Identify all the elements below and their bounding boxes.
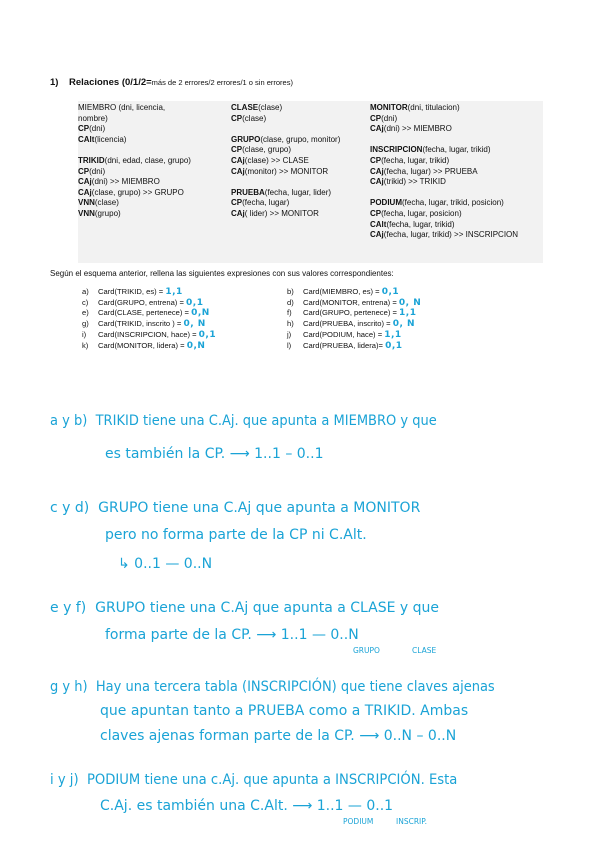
note-cd-line3: ↳ 0..1 — 0..N (118, 556, 213, 572)
exercise-text: Card(TRIKID, inscrito ) = (98, 319, 182, 329)
exercise-text: Card(MIEMBRO, es) = (303, 287, 380, 296)
note-cd-line1 (50, 500, 420, 516)
schema-line: CAj( lider) >> MONITOR (231, 208, 319, 218)
note-ef-sub2: CLASE (412, 646, 437, 655)
schema-line: CP(dni) (78, 166, 106, 176)
schema-line: MIEMBRO (dni, licencia, (78, 103, 166, 112)
exercise-label: g) (82, 319, 89, 329)
exercise-item (287, 319, 415, 330)
note-cd-tag: c y d) (50, 500, 90, 516)
schema-box (78, 101, 543, 263)
schema-line: CAj(fecha, lugar, trikid) >> INSCRIPCION (370, 230, 519, 240)
note-ef-line1 (50, 600, 439, 616)
note-ij-text1: PODIUM tiene una c.Aj. que apunta a INSCRIPCIÓN. Esta (86, 772, 458, 788)
note-gh-text1: Hay una tercera tabla (INSCRIPCIÓN) que tiene claves ajenas (95, 679, 495, 695)
exercise-answer: 0, N (183, 319, 206, 330)
schema-spacer (78, 145, 191, 156)
exercise-answer: 0, N (392, 319, 416, 330)
exercise-answer: 0,1 (381, 287, 400, 297)
exercise-text: Card(PRUEBA, lidera)= (303, 340, 383, 350)
exercise-label: d) (287, 297, 294, 307)
exercise-text: Card(PRUEBA, inscrito) = (303, 319, 391, 329)
exercise-label: f) (287, 308, 292, 318)
exercise-answer: 1,1 (165, 287, 183, 297)
exercise-text: Card(TRIKID, es) = (98, 287, 164, 296)
schema-line: CAj(monitor) >> MONITOR (231, 166, 329, 176)
schema-spacer (370, 188, 518, 199)
exercise-answer: 1,1 (399, 308, 417, 319)
note-ab-line2: es también la CP. ⟶ 1..1 – 0..1 (105, 446, 324, 462)
schema-line: GRUPO(clase, grupo, monitor) (231, 134, 341, 144)
schema-line: CP(fecha, lugar, posicion) (370, 208, 462, 218)
exercise-answer: 0, N (398, 297, 422, 308)
schema-column-3 (370, 103, 518, 241)
schema-line: CP(clase) (231, 113, 267, 123)
note-ij-sub2: INSCRIP. (396, 817, 427, 826)
section-heading (50, 77, 293, 88)
schema-line: PODIUM(fecha, lugar, trikid, posicion) (370, 198, 504, 208)
exercise-label: c) (82, 297, 89, 307)
schema-column-2 (231, 103, 340, 220)
exercise-answer: 0,1 (385, 340, 403, 351)
section-subtitle: más de 2 errores/2 errores/1 o sin errores) (151, 78, 293, 87)
schema-line: CAj(dni) >> MIEMBRO (370, 124, 452, 134)
schema-line: CP(clase, grupo) (231, 145, 292, 155)
note-ij-tag: i y j) (50, 772, 79, 788)
schema-line: CAlt(fecha, lugar, trikid) (370, 219, 455, 229)
exercise-label: b) (287, 287, 294, 296)
note-cd-text1: GRUPO tiene una C.Aj que apunta a MONITOR (98, 500, 421, 516)
exercise-label: l) (287, 340, 292, 350)
exercise-item (82, 287, 183, 298)
schema-line: CAj(dni) >> MIEMBRO (78, 177, 160, 187)
exercise-label: a) (82, 287, 89, 296)
exercise-label: h) (287, 319, 294, 329)
schema-spacer (231, 177, 340, 188)
schema-line: CP(fecha, lugar) (231, 198, 290, 208)
note-gh-line3: claves ajenas forman parte de la CP. ⟶ 0..N – 0..N (100, 728, 457, 744)
schema-line: VNN(grupo) (78, 208, 121, 218)
exercise-answer: 0,N (186, 340, 206, 351)
schema-line: CAlt(licencia) (78, 134, 127, 144)
exercise-text: Card(INSCRIPCION, hace) = (98, 329, 197, 339)
schema-line: CAj(trikid) >> TRIKID (370, 177, 446, 187)
exercise-label: i) (82, 329, 87, 339)
exercise-text: Card(GRUPO, pertenece) = (303, 308, 397, 318)
note-gh-line2: que apuntan tanto a PRUEBA como a TRIKID. Ambas (100, 703, 469, 719)
exercise-item (287, 287, 399, 298)
exercise-label: j) (287, 329, 292, 339)
schema-spacer (370, 135, 518, 146)
schema-line: CP(dni) (370, 113, 398, 123)
exercise-item (82, 298, 203, 309)
schema-line: PRUEBA(fecha, lugar, lider) (231, 187, 332, 197)
schema-line: CAj(clase, grupo) >> GRUPO (78, 187, 184, 197)
exercise-item (82, 319, 206, 330)
exercise-answer: 0,1 (186, 297, 204, 308)
note-gh-tag: g y h) (50, 679, 88, 695)
note-gh-line1 (50, 679, 495, 695)
exercise-answer: 1,1 (384, 329, 402, 340)
schema-spacer (231, 124, 340, 135)
exercise-label: e) (82, 308, 89, 318)
schema-line: CAj(clase) >> CLASE (231, 155, 309, 165)
note-cd-line2: pero no forma parte de la CP ni C.Alt. (105, 527, 367, 543)
note-ab-tag: a y b) (50, 413, 88, 429)
note-ab-line1 (50, 413, 437, 429)
exercise-item (82, 341, 205, 352)
exercise-label: k) (82, 340, 89, 350)
exercise-item (287, 341, 403, 352)
schema-column-1 (78, 103, 191, 220)
exercise-item (287, 298, 421, 309)
exercise-text: Card(GRUPO, entrena) = (98, 297, 184, 307)
schema-line: CAj(fecha, lugar) >> PRUEBA (370, 166, 478, 176)
note-ab-text1: TRIKID tiene una C.Aj. que apunta a MIEMBRO y que (95, 413, 437, 429)
note-ef-line2: forma parte de la CP. ⟶ 1..1 — 0..N (105, 627, 359, 643)
exercise-item (287, 330, 402, 341)
exercise-text: Card(PODIUM, hace) = (303, 329, 383, 339)
exercise-item (287, 308, 416, 319)
note-ij-line1 (50, 772, 457, 788)
schema-line: INSCRIPCION(fecha, lugar, trikid) (370, 145, 491, 155)
exercise-text: Card(MONITOR, entrena) = (303, 297, 397, 307)
exercise-text: Card(MONITOR, lidera) = (98, 340, 185, 350)
note-ij-sub1: PODIUM (343, 817, 374, 826)
exercise-answer: 0,N (191, 308, 210, 319)
exercise-text: Card(CLASE, pertenece) = (98, 308, 189, 318)
exercise-answer: 0,1 (198, 329, 217, 340)
section-title: Relaciones (0/1/2= (69, 77, 152, 88)
note-ij-line2: C.Aj. es también una C.Alt. ⟶ 1..1 — 0..1 (100, 798, 394, 814)
note-ef-tag: e y f) (50, 600, 87, 616)
schema-line: CLASE(clase) (231, 103, 283, 112)
schema-line: nombre) (78, 113, 108, 123)
schema-line: TRIKID(dni, edad, clase, grupo) (78, 155, 191, 165)
exercise-item (82, 330, 216, 341)
schema-line: MONITOR(dni, titulacion) (370, 103, 460, 112)
schema-line: VNN(clase) (78, 198, 119, 208)
note-ef-sub1: GRUPO (353, 646, 380, 655)
instructions: Según el esquema anterior, rellena las siguientes expresiones con sus valores correspondientes: (50, 269, 394, 278)
exercise-item (82, 308, 210, 319)
schema-line: CP(fecha, lugar, trikid) (370, 155, 450, 165)
note-ef-text1: GRUPO tiene una C.Aj que apunta a CLASE y que (95, 600, 440, 616)
section-number: 1) (50, 77, 59, 88)
schema-line: CP(dni) (78, 124, 106, 134)
